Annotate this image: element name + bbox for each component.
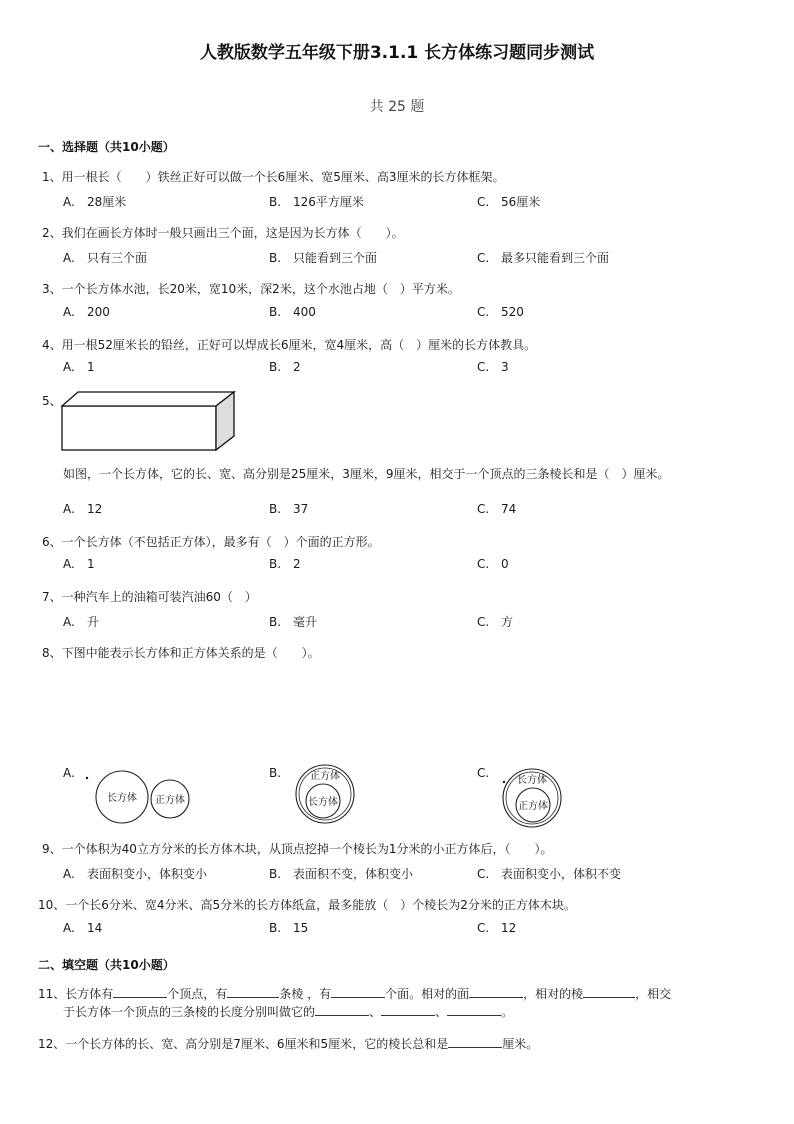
question-5-number: 5、 (42, 394, 62, 408)
question-text: 一个长方体（不包括正方体），最多有（ ）个面的正方形。 (61, 535, 380, 549)
question-8 (42, 644, 320, 661)
option-c[interactable] (477, 502, 516, 516)
fill-text: 条棱 ，有 (279, 987, 332, 1001)
option-text: 12 (501, 921, 517, 935)
option-b[interactable] (269, 249, 377, 266)
option-key: B. (269, 502, 282, 516)
option-key: A. (63, 766, 75, 780)
option-c[interactable] (477, 865, 621, 882)
option-text: 毫升 (293, 615, 318, 629)
option-text: 表面积变小，体积变小 (87, 867, 208, 881)
option-a[interactable] (63, 249, 147, 266)
question-text: 用一根长（ ）铁丝正好可以做一个长6厘米、宽5厘米、高3厘米的长方体框架。 (61, 170, 505, 184)
option-text: 表面积不变，体积变小 (293, 867, 414, 881)
option-text: 2 (293, 360, 301, 374)
question-10 (38, 896, 576, 913)
option-key: C. (477, 766, 490, 780)
dot-mark (503, 781, 505, 783)
fill-text: ，相交 (635, 987, 672, 1001)
fill-text: ，相对的棱 (523, 987, 584, 1001)
option-text: 3 (501, 360, 509, 374)
question-12 (38, 1035, 538, 1054)
question-text: 一个长6分米、宽4分米、高5分米的长方体纸盒，最多能放（ ）个棱长为2分米的正方体木块。 (65, 898, 576, 912)
option-a[interactable] (63, 613, 99, 630)
option-b[interactable] (269, 766, 293, 780)
option-text: 只能看到三个面 (293, 251, 378, 265)
question-2 (42, 224, 404, 241)
question-number: 9、 (42, 842, 62, 856)
rect-label: 长方体 (517, 775, 547, 786)
option-a[interactable] (63, 360, 95, 374)
option-key: A. (63, 360, 75, 374)
cube-label: 正方体 (518, 801, 548, 812)
fill-text: 厘米。 (502, 1037, 539, 1051)
question-4 (42, 336, 536, 353)
question-text: 一个体积为40立方分米的长方体木块，从顶点挖掉一个棱长为1分米的小正方体后，（ ）。 (61, 842, 553, 856)
option-key: B. (269, 305, 282, 319)
section-heading-fill: 二、填空题（共10小题） (38, 958, 175, 972)
question-text: 用一根52厘米长的铅丝，正好可以焊成长6厘米，宽4厘米，高（ ）厘米的长方体教具。 (61, 338, 537, 352)
answer-blank[interactable] (331, 985, 385, 998)
fill-text: 个顶点，有 (167, 987, 228, 1001)
question-text: 我们在画长方体时一般只画出三个面，这是因为长方体（ ）。 (61, 226, 404, 240)
option-key: C. (477, 867, 490, 881)
option-key: A. (63, 251, 75, 265)
option-c[interactable] (477, 921, 516, 935)
option-c[interactable] (477, 766, 501, 780)
option-text: 520 (501, 305, 524, 319)
option-b[interactable] (269, 557, 301, 571)
cuboid-front-face (62, 406, 216, 450)
question-number: 3、 (42, 282, 62, 296)
venn-diagram-a (82, 766, 194, 826)
fill-text: 个面。相对的面 (385, 987, 470, 1001)
option-text: 表面积变小，体积不变 (501, 867, 622, 881)
answer-blank[interactable] (447, 1003, 501, 1016)
question-number: 8、 (42, 646, 62, 660)
question-number: 6、 (42, 535, 62, 549)
question-text: 下图中能表示长方体和正方体关系的是（ ）。 (61, 646, 320, 660)
question-number: 7、 (42, 590, 62, 604)
question-5-text: 如图，一个长方体，它的长、宽、高分别是25厘米，3厘米，9厘米，相交于一个顶点的三条棱长和是（ ）厘米。 (63, 467, 670, 481)
question-11-line-2 (63, 1003, 513, 1022)
page-title: 人教版数学五年级下册3.1.1 长方体练习题同步测试 (199, 43, 595, 63)
cuboid-top-face (62, 392, 234, 406)
question-7 (42, 588, 257, 605)
question-text: 一个长方体水池，长20米，宽10米，深2米，这个水池占地（ ）平方米。 (61, 282, 460, 296)
question-text: 一种汽车上的油箱可装汽油60（ ） (61, 590, 257, 604)
question-9 (42, 840, 553, 857)
option-key: A. (63, 615, 75, 629)
option-text: 只有三个面 (87, 251, 148, 265)
option-key: A. (63, 921, 75, 935)
option-text: 15 (293, 921, 309, 935)
option-a[interactable] (63, 865, 207, 882)
fill-text: 于长方体一个顶点的三条棱的长度分别叫做它的 (63, 1005, 316, 1019)
option-b[interactable] (269, 193, 364, 210)
answer-blank[interactable] (113, 985, 167, 998)
section-heading-choice: 一、选择题（共10小题） (38, 140, 175, 154)
option-b[interactable] (269, 305, 316, 319)
cube-label: 正方体 (155, 795, 185, 806)
question-6 (42, 533, 380, 550)
option-b[interactable] (269, 865, 413, 882)
venn-diagram-b (294, 762, 358, 826)
option-b[interactable] (269, 502, 308, 516)
answer-blank[interactable] (381, 1003, 435, 1016)
option-key: C. (477, 615, 490, 629)
option-text: 最多只能看到三个面 (501, 251, 610, 265)
option-key: B. (269, 195, 282, 209)
option-text: 74 (501, 502, 517, 516)
fill-end: 。 (501, 1005, 514, 1019)
question-number: 11、 (38, 987, 66, 1001)
option-key: B. (269, 921, 282, 935)
option-text: 14 (87, 921, 103, 935)
option-text: 28厘米 (87, 195, 127, 209)
option-key: A. (63, 305, 75, 319)
option-key: A. (63, 195, 75, 209)
question-1 (42, 168, 505, 185)
separator: 、 (369, 1005, 382, 1019)
question-3 (42, 280, 460, 297)
dot-mark (86, 777, 88, 779)
option-key: B. (269, 867, 282, 881)
answer-blank[interactable] (583, 985, 635, 998)
question-number: 10、 (38, 898, 66, 912)
fill-text: 长方体有 (65, 987, 114, 1001)
option-a[interactable] (63, 305, 110, 319)
option-key: C. (477, 557, 490, 571)
option-c[interactable] (477, 360, 509, 374)
rect-label: 长方体 (107, 793, 137, 804)
option-text: 200 (87, 305, 110, 319)
option-key: B. (269, 251, 282, 265)
question-number: 4、 (42, 338, 62, 352)
option-a[interactable] (63, 502, 102, 516)
answer-blank[interactable] (227, 985, 279, 998)
option-c[interactable] (477, 193, 540, 210)
option-text: 37 (293, 502, 309, 516)
answer-blank[interactable] (315, 1003, 369, 1016)
option-c[interactable] (477, 305, 524, 319)
option-c[interactable] (477, 613, 513, 630)
answer-blank[interactable] (469, 985, 523, 998)
option-key: C. (477, 195, 490, 209)
option-text: 400 (293, 305, 316, 319)
option-key: B. (269, 766, 282, 780)
question-number: 1、 (42, 170, 62, 184)
option-text: 1 (87, 360, 95, 374)
option-key: A. (63, 557, 75, 571)
answer-blank[interactable] (448, 1035, 502, 1048)
option-c[interactable] (477, 557, 509, 571)
option-text: 12 (87, 502, 103, 516)
option-key: C. (477, 921, 490, 935)
option-key: B. (269, 360, 282, 374)
option-text: 升 (87, 615, 100, 629)
option-text: 126平方厘米 (293, 195, 364, 209)
question-number: 12、 (38, 1037, 66, 1051)
cuboid-figure (60, 390, 238, 454)
rect-label: 长方体 (308, 797, 338, 808)
question-count: 共 25 题 (369, 99, 425, 115)
option-a[interactable] (63, 193, 126, 210)
option-key: A. (63, 502, 75, 516)
option-b[interactable] (269, 613, 317, 630)
option-key: A. (63, 867, 75, 881)
cube-label: 正方体 (310, 771, 340, 782)
option-key: C. (477, 305, 490, 319)
question-number: 2、 (42, 226, 62, 240)
question-11-line-1 (38, 985, 671, 1004)
option-key: C. (477, 251, 490, 265)
option-b[interactable] (269, 360, 301, 374)
option-b[interactable] (269, 921, 308, 935)
option-text: 0 (501, 557, 509, 571)
option-key: B. (269, 557, 282, 571)
option-key: B. (269, 615, 282, 629)
separator: 、 (435, 1005, 448, 1019)
fill-text: 一个长方体的长、宽、高分别是7厘米、6厘米和5厘米，它的棱长总和是 (65, 1037, 449, 1051)
option-key: C. (477, 502, 490, 516)
option-text: 2 (293, 557, 301, 571)
option-text: 56厘米 (501, 195, 541, 209)
venn-diagram-c (500, 766, 564, 830)
option-a[interactable] (63, 557, 95, 571)
option-text: 1 (87, 557, 95, 571)
option-key: C. (477, 360, 490, 374)
option-text: 方 (501, 615, 514, 629)
option-a[interactable] (63, 921, 102, 935)
option-c[interactable] (477, 249, 609, 266)
